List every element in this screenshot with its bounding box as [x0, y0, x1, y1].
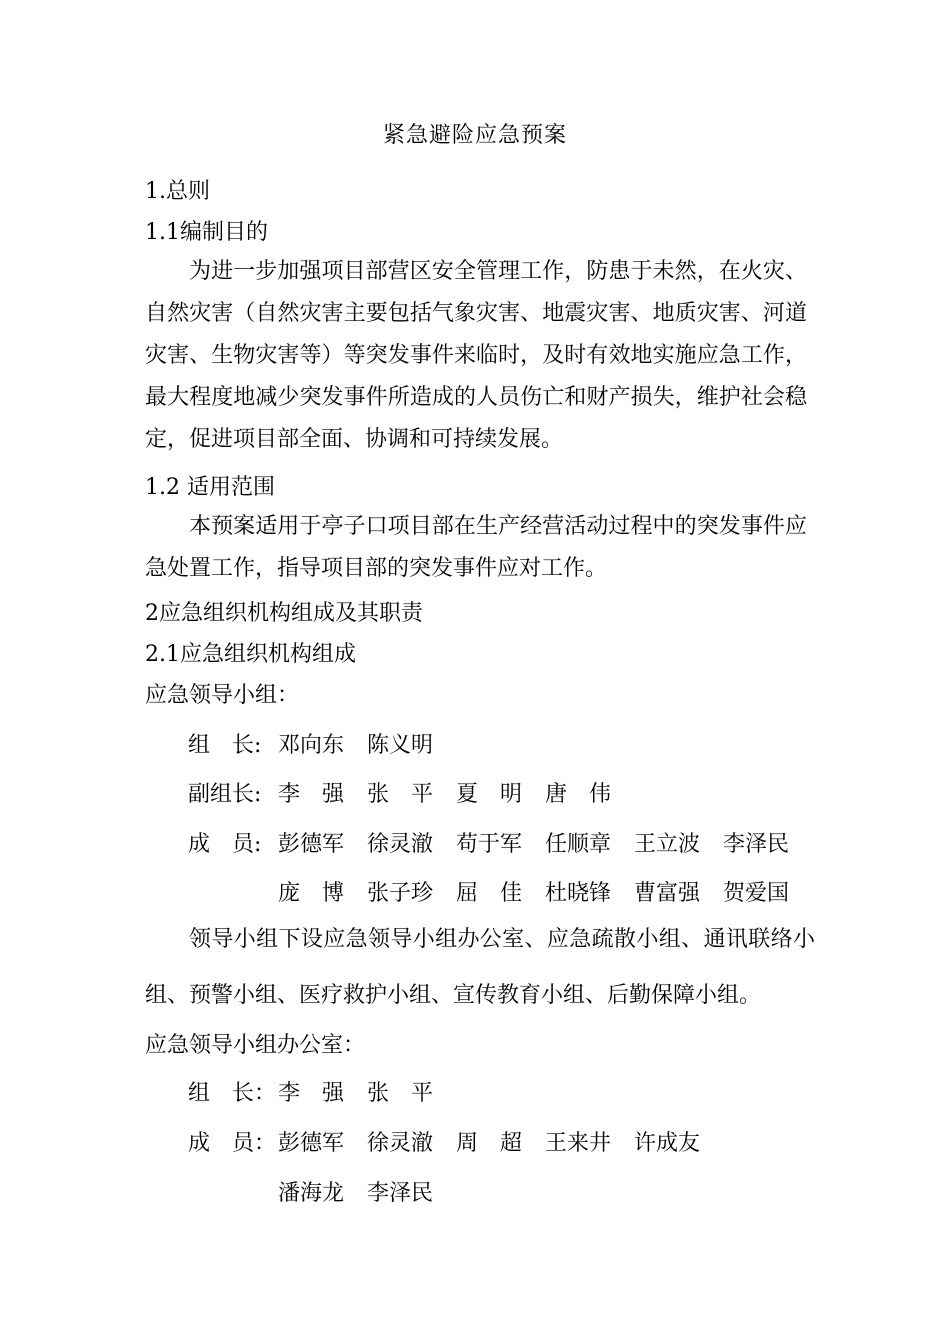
role-spacer	[188, 1176, 278, 1207]
leader-group-deputies-row	[188, 777, 634, 808]
person-name: 陈义明	[367, 733, 434, 758]
section-1-heading: 1.总则	[145, 179, 210, 204]
role-label: 组 长:	[188, 733, 262, 758]
person-name: 李泽民	[723, 832, 790, 857]
role-label: 成 员:	[188, 832, 262, 857]
document-title: 紧急避险应急预案	[382, 123, 567, 148]
section-1-2-heading: 1.2 适用范围	[145, 475, 275, 500]
person-name: 张子珍	[367, 881, 434, 906]
person-name: 邓向东	[278, 733, 345, 758]
leader-group-label: 应急领导小组：	[145, 683, 300, 708]
leader-group-members-row-1	[188, 827, 812, 858]
person-name: 张 平	[367, 782, 434, 807]
person-name: 苟于军	[456, 832, 523, 857]
person-name: 李 强	[278, 1081, 345, 1106]
role-label: 组 长：	[188, 1081, 277, 1106]
leader-group-members-row-2	[188, 876, 812, 907]
person-name: 彭德军	[278, 832, 345, 857]
person-name: 徐灵澈	[367, 832, 434, 857]
section-2-1-heading: 2.1应急组织机构组成	[145, 642, 356, 667]
office-leaders-row	[188, 1076, 456, 1107]
person-name: 屈 佳	[456, 881, 523, 906]
person-name: 王来井	[545, 1131, 612, 1156]
subgroups-paragraph: 领导小组下设应急领导小组办公室、应急疏散小组、通讯联络小组、预警小组、医疗救护小组、宣传教育小组、后勤保障小组。	[145, 927, 815, 1008]
person-name: 庞 博	[278, 881, 345, 906]
person-name: 夏 明	[456, 782, 523, 807]
person-name: 潘海龙	[278, 1181, 345, 1206]
scope-paragraph: 本预案适用于亭子口项目部在生产经营活动过程中的突发事件应急处置工作，指导项目部的突发事件应对工作。	[145, 514, 807, 581]
office-members-row-1	[188, 1126, 723, 1157]
office-members-row-2	[188, 1176, 456, 1207]
person-name: 张 平	[367, 1081, 434, 1106]
purpose-paragraph: 为进一步加强项目部营区安全管理工作，防患于未然，在火灾、自然灾害（自然灾害主要包括气象灾害、地震灾害、地质灾害、河道灾害、生物灾害等）等突发事件来临时，及时有效地实施应急工作，最大程度地减少突发事件所造成的人员伤亡和财产损失，维护社会稳定，促进项目部全面、协调和可持续发展。	[145, 259, 807, 452]
leader-group-leaders-row	[188, 728, 456, 759]
person-name: 周 超	[456, 1131, 523, 1156]
person-name: 曹富强	[634, 881, 701, 906]
person-name: 彭德军	[278, 1131, 345, 1156]
role-label: 成 员：	[188, 1131, 277, 1156]
person-name: 许成友	[634, 1131, 701, 1156]
role-spacer	[188, 876, 278, 907]
section-2-heading: 2应急组织机构组成及其职责	[145, 601, 423, 626]
office-label: 应急领导小组办公室：	[145, 1033, 366, 1058]
person-name: 李泽民	[367, 1181, 434, 1206]
role-label: 副组长:	[188, 782, 262, 807]
person-name: 李 强	[278, 782, 345, 807]
person-name: 贺爱国	[723, 881, 790, 906]
section-1-1-heading: 1.1编制目的	[145, 220, 268, 245]
person-name: 唐 伟	[545, 782, 612, 807]
person-name: 王立波	[634, 832, 701, 857]
person-name: 任顺章	[545, 832, 612, 857]
person-name: 杜晓锋	[545, 881, 612, 906]
person-name: 徐灵澈	[367, 1131, 434, 1156]
